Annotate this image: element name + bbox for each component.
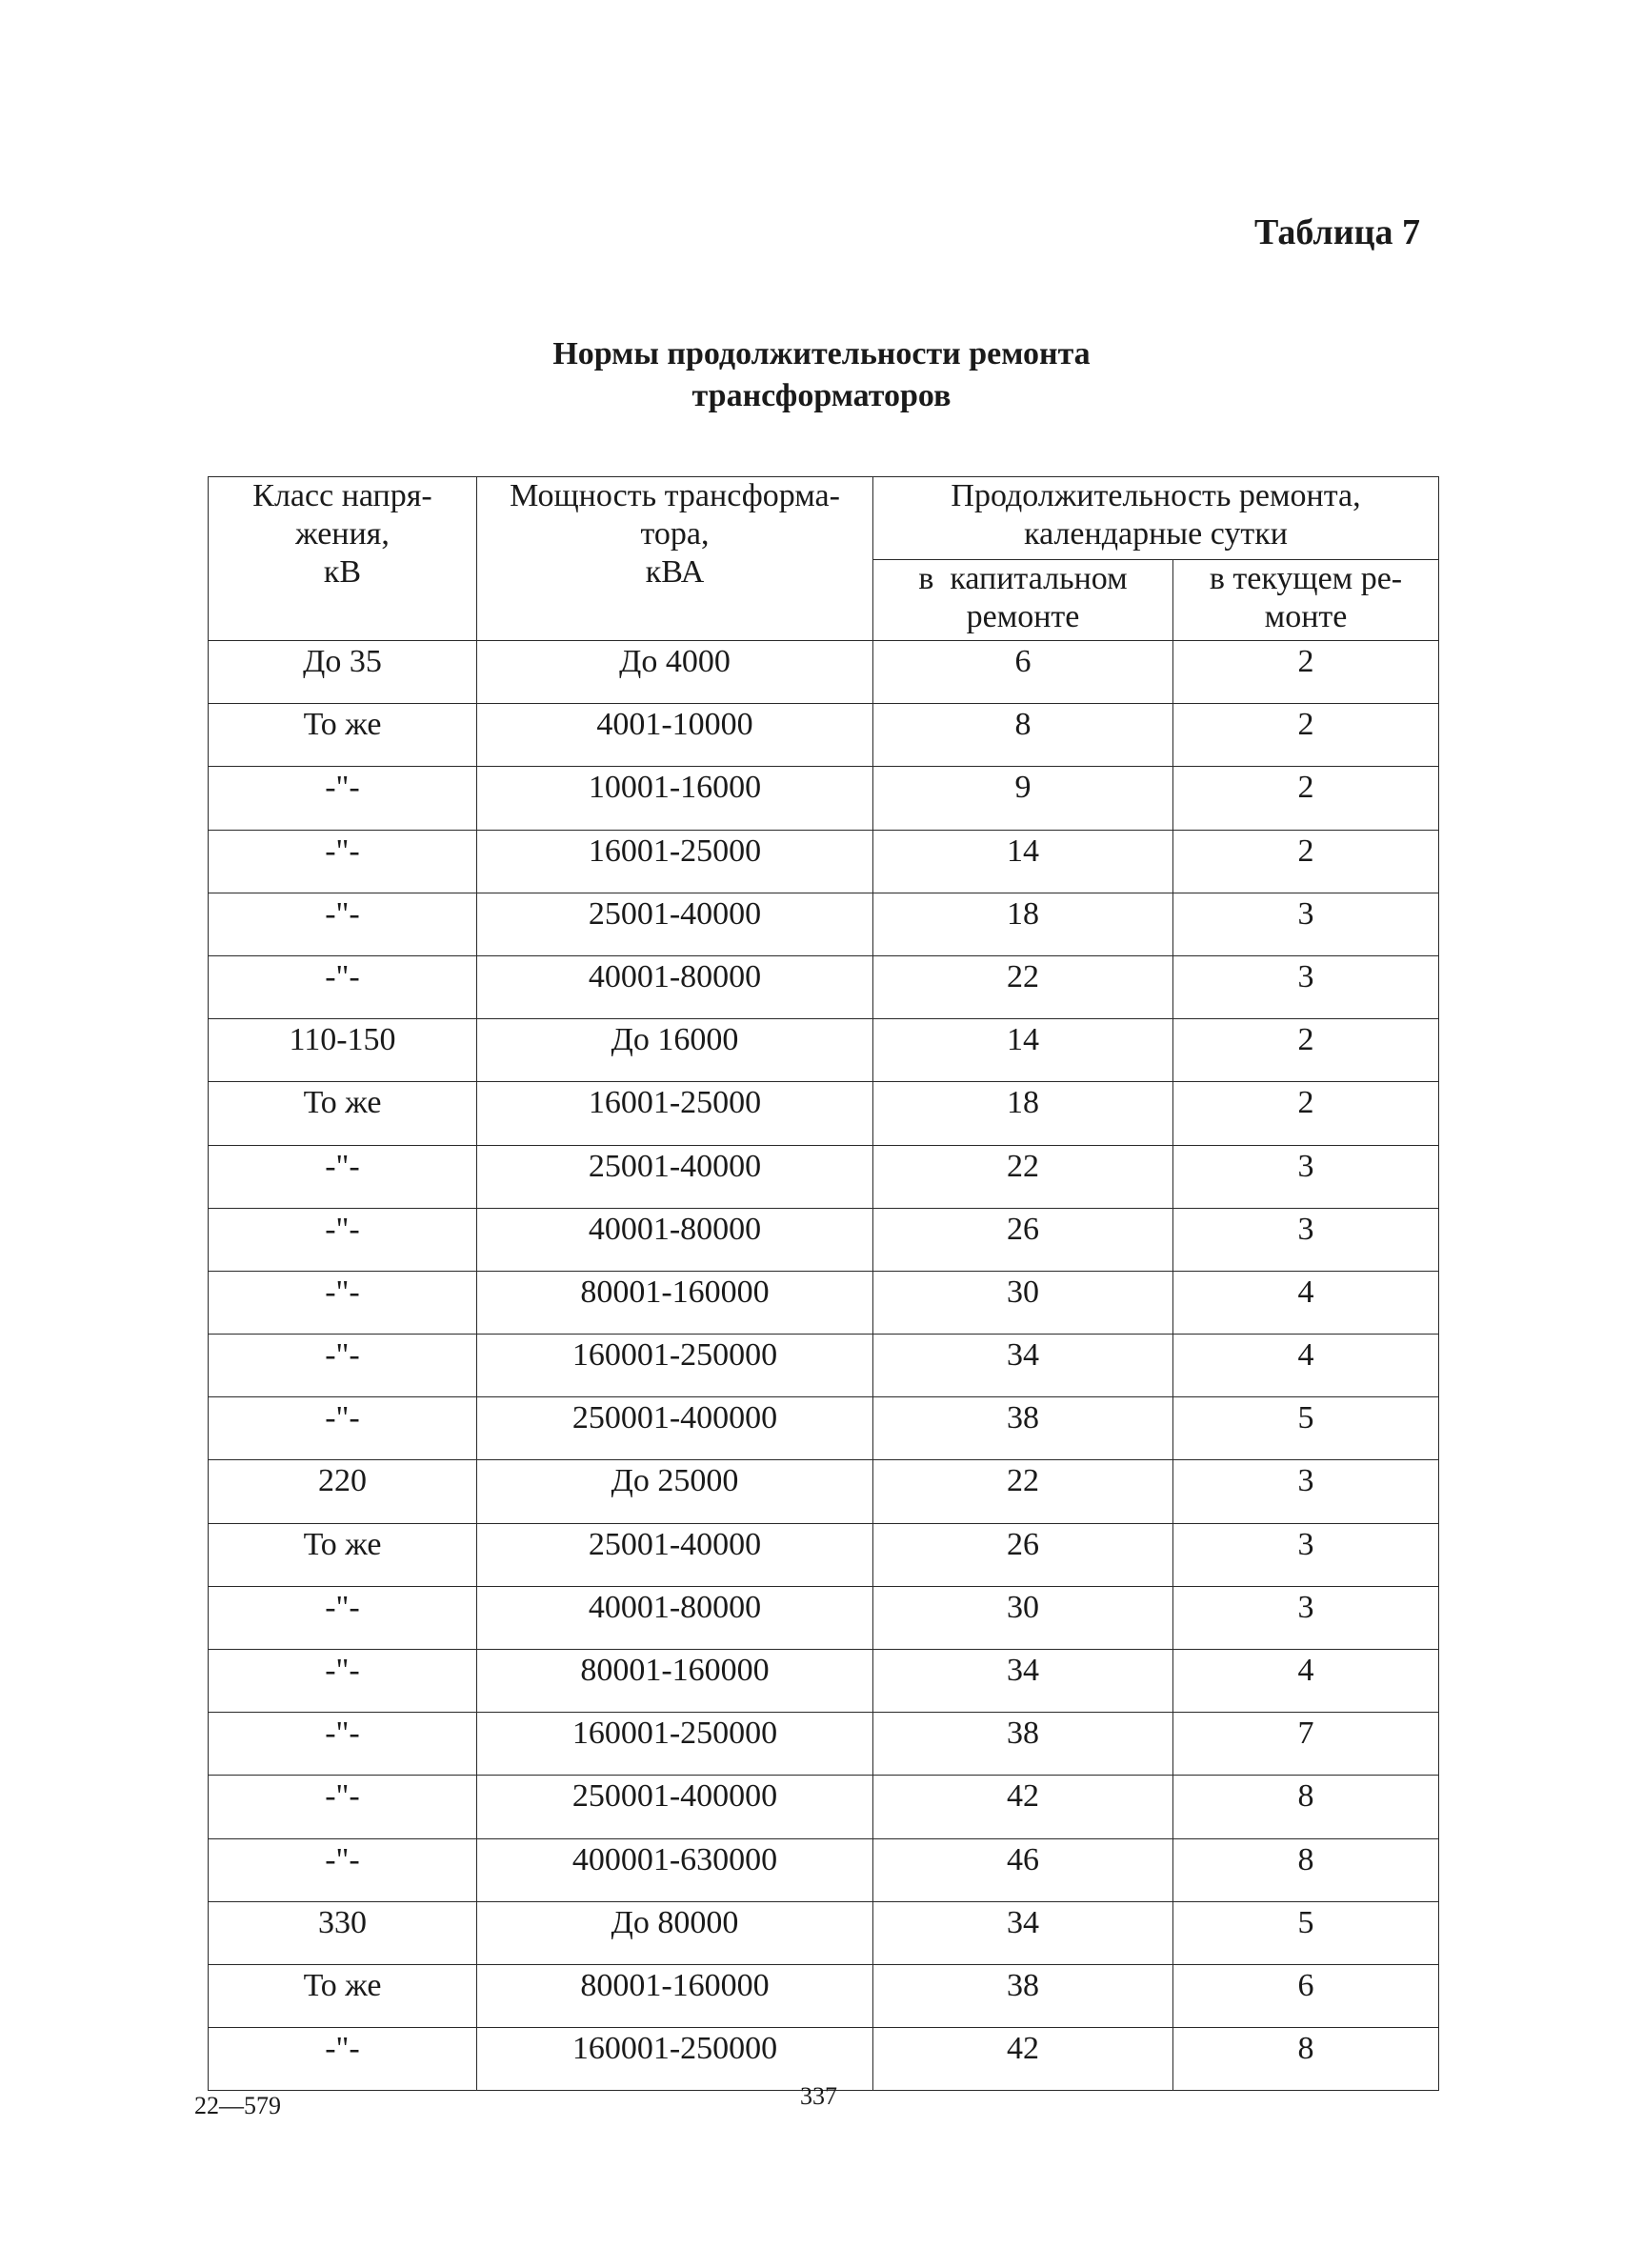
cell-voltage-class: 330	[209, 1901, 477, 1964]
table-row	[209, 2028, 1439, 2091]
cell-capital-repair-days: 42	[873, 2028, 1173, 2091]
header-capital-line-2: ремонте	[966, 599, 1080, 634]
header-voltage-line-2: жения,	[295, 516, 390, 552]
cell-voltage-class: То же	[209, 1082, 477, 1145]
table-row	[209, 1838, 1439, 1901]
cell-voltage-class: -"-	[209, 1776, 477, 1838]
cell-voltage-class: 110-150	[209, 1019, 477, 1082]
table-row	[209, 1523, 1439, 1586]
header-duration-line-2: календарные сутки	[1024, 516, 1288, 552]
cell-voltage-class: -"-	[209, 1650, 477, 1713]
cell-capital-repair-days: 34	[873, 1335, 1173, 1397]
cell-capital-repair-days: 38	[873, 1397, 1173, 1460]
cell-voltage-class: -"-	[209, 1838, 477, 1901]
cell-capital-repair-days: 46	[873, 1838, 1173, 1901]
table-number-label: Таблица 7	[1253, 212, 1420, 252]
header-voltage-line-3: кВ	[323, 554, 362, 590]
table-row	[209, 1082, 1439, 1145]
cell-current-repair-days: 3	[1173, 1460, 1439, 1523]
table-row	[209, 1335, 1439, 1397]
cell-transformer-power: 25001-40000	[477, 1145, 873, 1208]
cell-voltage-class: -"-	[209, 767, 477, 830]
table-row	[209, 955, 1439, 1018]
table-row	[209, 1650, 1439, 1713]
cell-current-repair-days: 2	[1173, 767, 1439, 830]
cell-current-repair-days: 3	[1173, 1523, 1439, 1586]
cell-current-repair-days: 3	[1173, 1145, 1439, 1208]
cell-voltage-class: -"-	[209, 1335, 477, 1397]
header-current-line-1: в текущем ре-	[1209, 561, 1403, 596]
table-row	[209, 1776, 1439, 1838]
table-row	[209, 1019, 1439, 1082]
cell-capital-repair-days: 38	[873, 1713, 1173, 1776]
cell-current-repair-days: 2	[1173, 830, 1439, 893]
cell-capital-repair-days: 26	[873, 1208, 1173, 1271]
cell-capital-repair-days: 22	[873, 1145, 1173, 1208]
cell-transformer-power: 40001-80000	[477, 1586, 873, 1649]
cell-current-repair-days: 8	[1173, 1776, 1439, 1838]
cell-voltage-class: -"-	[209, 1586, 477, 1649]
table-row	[209, 1964, 1439, 2027]
table-row	[209, 767, 1439, 830]
table-header	[209, 477, 1439, 641]
cell-current-repair-days: 3	[1173, 893, 1439, 955]
cell-transformer-power: 4001-10000	[477, 704, 873, 767]
cell-current-repair-days: 8	[1173, 2028, 1439, 2091]
cell-voltage-class: -"-	[209, 955, 477, 1018]
cell-capital-repair-days: 6	[873, 641, 1173, 704]
cell-transformer-power: 400001-630000	[477, 1838, 873, 1901]
table-row	[209, 893, 1439, 955]
cell-capital-repair-days: 18	[873, 1082, 1173, 1145]
cell-capital-repair-days: 34	[873, 1650, 1173, 1713]
cell-transformer-power: 160001-250000	[477, 1335, 873, 1397]
cell-current-repair-days: 6	[1173, 1964, 1439, 2027]
cell-voltage-class: -"-	[209, 2028, 477, 2091]
header-power-line-1: Мощность трансформа-	[510, 478, 840, 513]
table-row	[209, 1460, 1439, 1523]
cell-capital-repair-days: 14	[873, 830, 1173, 893]
cell-transformer-power: До 25000	[477, 1460, 873, 1523]
header-repair-duration	[873, 477, 1439, 560]
table-row	[209, 830, 1439, 893]
cell-voltage-class: -"-	[209, 1208, 477, 1271]
cell-voltage-class: 220	[209, 1460, 477, 1523]
header-power	[477, 477, 873, 641]
cell-voltage-class: То же	[209, 1964, 477, 2027]
table-row	[209, 1586, 1439, 1649]
cell-current-repair-days: 2	[1173, 1019, 1439, 1082]
cell-transformer-power: 80001-160000	[477, 1650, 873, 1713]
cell-capital-repair-days: 42	[873, 1776, 1173, 1838]
cell-voltage-class: -"-	[209, 1397, 477, 1460]
cell-current-repair-days: 5	[1173, 1901, 1439, 1964]
header-voltage-class	[209, 477, 477, 641]
cell-transformer-power: 250001-400000	[477, 1776, 873, 1838]
cell-current-repair-days: 5	[1173, 1397, 1439, 1460]
table-row	[209, 641, 1439, 704]
cell-transformer-power: 40001-80000	[477, 1208, 873, 1271]
table-row	[209, 1713, 1439, 1776]
cell-current-repair-days: 2	[1173, 1082, 1439, 1145]
cell-transformer-power: До 80000	[477, 1901, 873, 1964]
cell-transformer-power: 80001-160000	[477, 1964, 873, 2027]
header-power-line-2: тора,	[640, 516, 710, 552]
cell-current-repair-days: 3	[1173, 955, 1439, 1018]
cell-transformer-power: 16001-25000	[477, 1082, 873, 1145]
header-capital-repair	[873, 560, 1173, 641]
cell-current-repair-days: 3	[1173, 1208, 1439, 1271]
cell-capital-repair-days: 8	[873, 704, 1173, 767]
cell-voltage-class: -"-	[209, 893, 477, 955]
cell-transformer-power: 80001-160000	[477, 1271, 873, 1334]
table-body	[209, 641, 1439, 2091]
header-capital-line-1: в капитальном	[918, 561, 1128, 596]
repair-duration-table	[208, 476, 1439, 2091]
cell-current-repair-days: 8	[1173, 1838, 1439, 1901]
table-row	[209, 1397, 1439, 1460]
cell-transformer-power: 25001-40000	[477, 893, 873, 955]
cell-transformer-power: 16001-25000	[477, 830, 873, 893]
title-line-2: трансформаторов	[691, 378, 952, 413]
cell-voltage-class: -"-	[209, 1713, 477, 1776]
cell-transformer-power: 40001-80000	[477, 955, 873, 1018]
document-title	[0, 333, 1643, 417]
header-current-repair	[1173, 560, 1439, 641]
cell-current-repair-days: 4	[1173, 1335, 1439, 1397]
cell-voltage-class: То же	[209, 1523, 477, 1586]
header-current-line-2: монте	[1264, 599, 1348, 634]
table-row	[209, 704, 1439, 767]
table-row	[209, 1208, 1439, 1271]
cell-capital-repair-days: 30	[873, 1271, 1173, 1334]
cell-capital-repair-days: 26	[873, 1523, 1173, 1586]
cell-transformer-power: 10001-16000	[477, 767, 873, 830]
cell-capital-repair-days: 18	[873, 893, 1173, 955]
cell-voltage-class: -"-	[209, 1271, 477, 1334]
cell-capital-repair-days: 22	[873, 955, 1173, 1018]
cell-voltage-class: -"-	[209, 830, 477, 893]
cell-current-repair-days: 2	[1173, 641, 1439, 704]
cell-capital-repair-days: 9	[873, 767, 1173, 830]
cell-transformer-power: До 4000	[477, 641, 873, 704]
cell-voltage-class: -"-	[209, 1145, 477, 1208]
header-voltage-line-1: Класс напря-	[252, 478, 432, 513]
cell-voltage-class: До 35	[209, 641, 477, 704]
cell-transformer-power: До 16000	[477, 1019, 873, 1082]
cell-capital-repair-days: 22	[873, 1460, 1173, 1523]
cell-transformer-power: 25001-40000	[477, 1523, 873, 1586]
cell-current-repair-days: 4	[1173, 1650, 1439, 1713]
table-row	[209, 1271, 1439, 1334]
table-row	[209, 1901, 1439, 1964]
header-power-line-3: кВА	[645, 554, 705, 590]
cell-current-repair-days: 7	[1173, 1713, 1439, 1776]
table-row	[209, 1145, 1439, 1208]
header-duration-line-1: Продолжительность ремонта,	[951, 478, 1361, 513]
cell-transformer-power: 160001-250000	[477, 1713, 873, 1776]
cell-transformer-power: 160001-250000	[477, 2028, 873, 2091]
title-line-1: Нормы продолжительности ремонта	[552, 336, 1091, 371]
footer-document-code: 22—579	[194, 2092, 281, 2119]
cell-current-repair-days: 2	[1173, 704, 1439, 767]
cell-capital-repair-days: 14	[873, 1019, 1173, 1082]
page-number: 337	[800, 2082, 837, 2110]
cell-current-repair-days: 3	[1173, 1586, 1439, 1649]
cell-capital-repair-days: 38	[873, 1964, 1173, 2027]
cell-capital-repair-days: 34	[873, 1901, 1173, 1964]
cell-current-repair-days: 4	[1173, 1271, 1439, 1334]
cell-voltage-class: То же	[209, 704, 477, 767]
cell-transformer-power: 250001-400000	[477, 1397, 873, 1460]
cell-capital-repair-days: 30	[873, 1586, 1173, 1649]
